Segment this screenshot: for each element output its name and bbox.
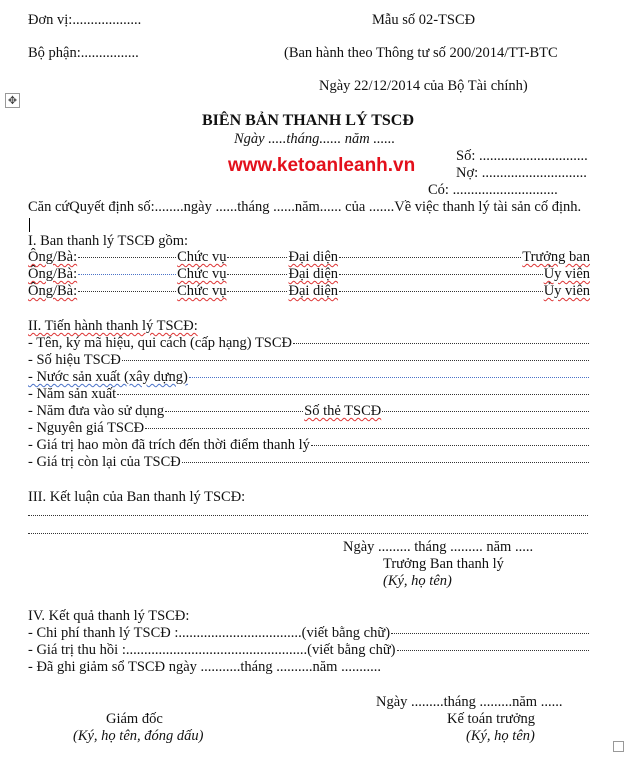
member-row	[28, 266, 590, 283]
member-role: Ủy viên	[543, 266, 590, 282]
don-vi-field: Đơn vị:...................	[28, 12, 142, 28]
member-role: Ủy viên	[543, 283, 590, 299]
section4-heading: IV. Kết quả thanh lý TSCĐ:	[28, 608, 190, 624]
director-title: Giám đốc	[106, 711, 163, 727]
asset-item-label: - Nước sản xuất (xây dựng)	[28, 369, 188, 385]
asset-item	[28, 403, 590, 420]
asset-item-label: - Giá trị còn lại của TSCĐ	[28, 454, 181, 470]
member-row	[28, 249, 590, 266]
in-words-label: (viết bằng chữ)	[301, 625, 391, 641]
text-cursor	[29, 218, 30, 232]
asset-item	[28, 352, 590, 369]
member-represent-label: Đại diện	[288, 266, 339, 282]
co-field: Có: .............................	[428, 182, 558, 198]
member-name-label: Ông/Bà:	[28, 249, 78, 265]
chief-accountant-sign-note: (Ký, họ tên)	[466, 728, 535, 744]
asset-item-label: - Năm đưa vào sử dụng	[28, 403, 165, 419]
asset-item	[28, 386, 590, 403]
write-off-line: - Đã ghi giảm sổ TSCĐ ngày ...........tháng ..........năm ...........	[28, 659, 381, 675]
member-represent-label: Đại diện	[288, 249, 339, 265]
member-position-label: Chức vụ	[177, 266, 227, 282]
asset-item	[28, 437, 590, 454]
result-row	[28, 642, 590, 659]
form-number: Mẫu số 02-TSCĐ	[372, 12, 476, 28]
bo-phan-field: Bộ phận:................	[28, 45, 139, 61]
member-position-label: Chức vụ	[177, 283, 227, 299]
issued-by: (Ban hành theo Thông tư số 200/2014/TT-BTC	[284, 45, 558, 61]
conclusion-line	[28, 533, 588, 534]
member-represent-label: Đại diện	[288, 283, 339, 299]
asset-item	[28, 454, 590, 471]
chief-accountant-title: Kế toán trưởng	[447, 711, 536, 727]
asset-item	[28, 420, 590, 437]
can-cu-line: Căn cứQuyết định số:........ngày ......tháng ......năm...... của .......Về việc thanh lý tài sản cố định.	[28, 199, 582, 215]
member-position-label: Chức vụ	[177, 249, 227, 265]
section1-heading-text: I. Ban thanh lý TSCĐ gồm:	[28, 233, 189, 249]
member-name-label: Ông/Bà:	[28, 283, 78, 299]
section3-heading: III. Kết luận của Ban thanh lý TSCĐ:	[28, 489, 246, 505]
asset-item-label: - Giá trị hao mòn đã trích đến thời điểm thanh lý	[28, 437, 310, 453]
in-words-label: (viết bằng chữ)	[307, 642, 396, 658]
result-row	[28, 625, 590, 642]
conclusion-signer: Trưởng Ban thanh lý	[383, 556, 504, 572]
move-icon[interactable]: ✥	[5, 93, 20, 108]
title-date: Ngày .....tháng...... năm ......	[234, 131, 396, 147]
no-field: Nợ: .............................	[456, 165, 587, 181]
section1-heading	[28, 233, 188, 250]
conclusion-sign-note: (Ký, họ tên)	[383, 573, 452, 589]
member-name-label: Ông/Bà:	[28, 266, 78, 282]
watermark-url: www.ketoanleanh.vn	[228, 155, 416, 176]
so-field: Số: ..............................	[456, 148, 588, 164]
asset-item	[28, 369, 590, 386]
director-sign-note: (Ký, họ tên, đóng dấu)	[73, 728, 204, 744]
document-title: BIÊN BẢN THANH LÝ TSCĐ	[202, 112, 414, 129]
asset-card-label: Số thẻ TSCĐ	[304, 403, 382, 419]
member-role: Trưởng ban	[522, 249, 590, 265]
conclusion-date: Ngày ......... tháng ......... năm .....	[343, 539, 534, 555]
recovered-value-label: - Giá trị thu hồi :..................................................	[28, 642, 308, 658]
asset-item-label: - Tên, ký mã hiệu, qui cách (cấp hạng) TSCĐ	[28, 335, 293, 351]
square-icon	[613, 741, 624, 752]
asset-item-label: - Số hiệu TSCĐ	[28, 352, 121, 368]
conclusion-line	[28, 515, 588, 516]
asset-item-label: - Nguyên giá TSCĐ	[28, 420, 145, 436]
disposal-cost-label: - Chi phí thanh lý TSCĐ :..................................	[28, 625, 302, 641]
asset-item	[28, 335, 590, 352]
signature-date: Ngày .........tháng .........năm ......	[376, 694, 563, 710]
section2-heading: II. Tiến hành thanh lý TSCĐ:	[28, 318, 198, 334]
issued-date: Ngày 22/12/2014 của Bộ Tài chính)	[319, 78, 528, 94]
member-row	[28, 283, 590, 300]
asset-item-label: - Năm sản xuất	[28, 386, 117, 402]
